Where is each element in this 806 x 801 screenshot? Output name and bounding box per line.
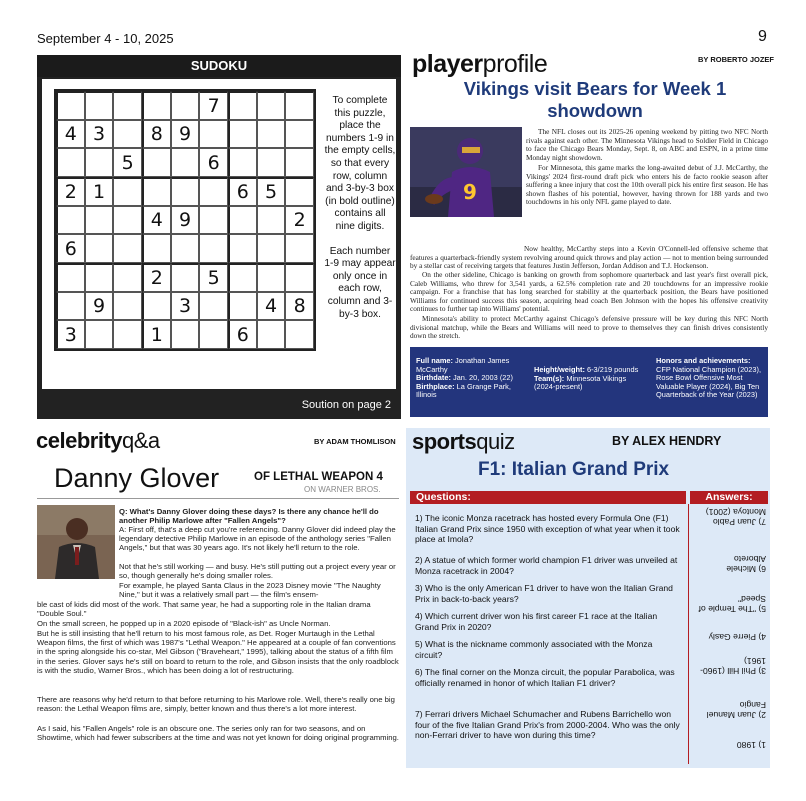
sudoku-cell [56,206,85,235]
label-bold: celebrity [36,428,122,453]
quiz-question-1: 1) The iconic Monza racetrack has hosted every Formula One (F1) Italian Grand Prix since 1950 with exception of what year when it took place at Imola? [415,513,680,544]
quiz-answer-1: 1) 1980 [736,740,766,750]
honors-value: CFP National Champion (2023), Rose Bowl Offensive Most Valuable Player (2024), Big Ten Quarterback of the Year (2023) [656,364,762,399]
celebrity-name: Danny Glover [54,463,220,493]
sudoku-cell [113,292,142,321]
celebrity-photo-illustration [37,505,115,579]
sudoku-cell [257,234,286,263]
sudoku-cell [142,177,171,206]
sudoku-cell [171,177,200,206]
sudoku-cell [228,263,257,292]
sudoku-cell [85,320,114,349]
full-name-label: Full name: [416,356,453,365]
sudoku-cell: 4 [257,292,286,321]
sudoku-cell [228,120,257,149]
pp-para-5: Minnesota's ability to protect McCarthy against Chicago's defensive pressure will be key during this NFC North divisional matchup, while the Bears and Williams will need to prove to themselves they can finish drives consistently down the stretch. [410,314,768,341]
sudoku-cell [113,120,142,149]
sudoku-cell: 6 [56,234,85,263]
birthplace-value: La Grange Park, Illinois [416,381,511,399]
birthdate-value: Jan. 20, 2003 (22) [452,373,513,382]
sudoku-cell [171,91,200,120]
player-profile-headline: Vikings visit Bears for Week 1 showdown [463,78,727,121]
sudoku-cell [285,120,314,149]
sudoku-cell [199,234,228,263]
sudoku-cell: 6 [228,177,257,206]
label-light: q&a [122,428,160,453]
full-name-value: Jonathan James McCarthy [416,356,510,374]
sudoku-cell [113,206,142,235]
sudoku-cell [285,148,314,177]
quiz-question-6: 6) The final corner on the Monza circuit, the popular Parabolica, was officially renamed in honor of which Italian F1 driver? [415,667,675,688]
celebrity-byline: BY ADAM THOMLISON [314,437,396,446]
sudoku-cell: 2 [56,177,85,206]
stats-col-3 [656,357,764,400]
sudoku-cell: 8 [285,292,314,321]
sudoku-cell [171,320,200,349]
sudoku-cell: 5 [113,148,142,177]
label-light: profile [482,50,548,78]
sudoku-cell [257,148,286,177]
player-profile-byline: BY ROBERTO JOZEF [698,55,774,64]
sudoku-cell [257,120,286,149]
sudoku-cell [171,148,200,177]
celebrity-para-7: As I said, his "Fallen Angels" role is an obscure one. The series only ran for two seasons, and on Showtime, which had fewer subscribers at the time and was not yet known for doing original programming. [37,724,399,743]
sudoku-cell [228,234,257,263]
celebrity-para-1: A: First off, that's a deep cut you're referencing. Danny Glover did indeed play the legendary detective Philip Marlowe in an episode of the anthology series "Fallen Angels," but that was 30 years ago. It's not likely he'll return to the role. [119,525,396,553]
sudoku-cell [85,91,114,120]
celebrity-photo [37,505,115,579]
sudoku-cell: 8 [142,120,171,149]
sudoku-cell [257,91,286,120]
quiz-question-3: 3) Who is the only American F1 driver to have won the Italian Grand Prix in back-to-back years? [415,583,673,604]
sudoku-cell: 9 [171,120,200,149]
sudoku-cell [199,120,228,149]
sudoku-cell: 7 [199,91,228,120]
sudoku-cell: 9 [85,292,114,321]
sudoku-cell: 2 [142,263,171,292]
sudoku-cell: 6 [199,148,228,177]
sudoku-cell [199,292,228,321]
pp-para-2: For Minnesota, this game marks the long-awaited debut of J.J. McCarthy, the Vikings' 2024 first-round draft pick who enters his de facto rookie season after suffering a knee injury that cost the 10th overall pick his entire first season. He has shown flashes of his potential, however, having thrown for 188 yards and two touchdowns in his only NFL game played to date. [526,163,768,207]
sudoku-cell [285,263,314,292]
sudoku-cell [113,234,142,263]
sudoku-grid [54,89,316,351]
sudoku-cell: 5 [199,263,228,292]
sudoku-cell [113,177,142,206]
sudoku-cell [228,206,257,235]
sudoku-cell [113,320,142,349]
player-jersey-number: 9 [463,180,477,204]
celebrity-para-3a: For example, he played Santa Claus in the 2023 Disney movie "The Naughty Nine," but it was a relatively small part — the film's ensem- [119,581,381,600]
celebrity-para-3b: ble cast of kids did most of the work. That same year, he had a supporting role in the Italian drama "Double Soul." [37,600,371,619]
sudoku-cell: 4 [56,120,85,149]
sudoku-cell: 5 [257,177,286,206]
quiz-answer-4: 4) Pierre Gasly [708,632,766,642]
sudoku-cell [285,234,314,263]
stats-col-2 [534,366,646,392]
sudoku-cell [285,320,314,349]
sudoku-cell: 1 [85,177,114,206]
sudoku-cell [56,292,85,321]
sudoku-cell [85,206,114,235]
sudoku-cell [113,263,142,292]
quiz-question-4: 4) Which current driver won his first career F1 race at the Italian Grand Prix in 2020? [415,611,658,632]
quiz-answer-3: 3) Phil Hill (1960-1961) [700,656,766,676]
sudoku-panel [37,55,401,419]
honors-label: Honors and achievements: [656,356,751,365]
sudoku-cell: 4 [142,206,171,235]
sudoku-solution-note: Soution on page 2 [301,399,391,411]
sudoku-cell [56,91,85,120]
birthdate-label: Birthdate: [416,373,451,382]
stats-col-1 [416,357,528,400]
sudoku-cell [56,148,85,177]
sudoku-cell [199,320,228,349]
celebrity-subtitle-2: ON WARNER BROS. [304,485,381,494]
sudoku-cell [285,91,314,120]
hw-value: 6-3/219 pounds [586,365,639,374]
pp-para-4: On the other sideline, Chicago is banking on growth from sophomore quarterback and last year's first overall pick, Caleb Williams, who threw for 3,541 yards, a 62.5% completion rate and 20 touchdowns for an impressive rookie campaign. For a franchise that has long searched for stability at the quarterback position, the Bears have positioned Williams for continued success this season, acquiring head coach Ben Johnson with the hopes his offensive creativity continues to further tap into Williams' potential. [410,270,768,314]
celebrity-subtitle-1: OF LETHAL WEAPON 4 [254,471,383,483]
sudoku-cell [85,148,114,177]
player-photo [410,127,522,217]
label-light: quiz [476,429,515,454]
quiz-question-2: 2) A statue of which former world champion F1 driver was unveiled at Monza racetrack in 2004? [415,555,678,576]
issue-date: September 4 - 10, 2025 [37,31,174,46]
sudoku-cell [85,234,114,263]
label-bold: player [412,50,483,78]
sudoku-cell [257,263,286,292]
quiz-answer-6: 6) Michele Alboreto [726,554,766,574]
sudoku-cell [171,263,200,292]
celebrity-question: Q: What's Danny Glover doing these days? Is there any chance he'll do another Philip Marlowe after "Fallen Angels"? [119,507,379,526]
birthplace-label: Birthplace: [416,381,455,391]
page-number: 9 [758,28,767,45]
sudoku-cell [142,91,171,120]
sudoku-cell: 3 [171,292,200,321]
sudoku-cell [257,206,286,235]
sudoku-cell [199,206,228,235]
teams-label: Team(s): [534,373,565,383]
quiz-question-5: 5) What is the nickname commonly associated with the Monza circuit? [415,639,653,660]
celebrity-para-6: There are reasons why he'd return to that before returning to his Marlowe role. Well, there's really one big reason: the Lethal Weapon films are, simply, better known and thus there's a lot more interest. [37,695,395,714]
sudoku-cell: 3 [56,320,85,349]
hw-label: Height/weight: [534,365,585,374]
sudoku-cell: 9 [171,206,200,235]
celebrity-para-5: But he is still insisting that he'll return to his most famous role, as Det. Roger Murtaugh in the Lethal Weapon films, the first of which was 1987's "Lethal Weapon." He appeared at a couple of fan conventions in the spring alongside his co-star, Mel Gibson ("Braveheart," 1995), talking about the status of a fifth film in the series. Glover says he's still on board to return to the role, and Gibson insists that the only roadblock is with the studio, Warner Bros., which has been doing a lot of restructuring. [37,629,399,675]
sudoku-cell [285,177,314,206]
sudoku-cell [56,263,85,292]
sports-quiz-label [412,429,515,455]
player-profile-label [412,50,547,79]
sudoku-title: SUDOKU [37,55,401,77]
quiz-column-divider [688,504,689,764]
player-photo-illustration [410,127,522,217]
sudoku-cell: 3 [85,120,114,149]
sudoku-cell [228,148,257,177]
sudoku-cell [228,292,257,321]
celebrity-para-2: Not that he's still working — and busy. He's still putting out a project every year or so, though generally he's doing smaller roles. [119,562,396,581]
sudoku-cell [257,320,286,349]
sudoku-instructions-1: To complete this puzzle, place the numbers 1-9 in the empty cells, so that every row, column and 3-by-3 box (in bold outline) contains all nine digits. [324,95,396,232]
sudoku-cell [142,234,171,263]
sudoku-cell [171,234,200,263]
questions-header: Questions: [410,491,686,504]
sudoku-cell: 6 [228,320,257,349]
player-stats-box [410,347,768,417]
sports-quiz-byline: BY ALEX HENDRY [612,434,722,448]
sudoku-cell [142,148,171,177]
answers-header: Answers: [690,491,768,504]
sudoku-cell [85,263,114,292]
pp-para-1: The NFL closes out its 2025-26 opening weekend by pitting two NFC North rivals against each other. The Minnesota Vikings head to Soldier Field in Chicago to face the Chicago Bears Monday, Sept. 8, on ABC and ESPN, in a prime time Monday night showdown. [526,127,768,162]
celebrity-para-4: On the small screen, he popped up in a 2020 episode of "Black-ish" as Uncle Norman. [37,619,331,628]
celebrity-divider [37,498,399,499]
sudoku-cell: 1 [142,320,171,349]
quiz-answer-5: 5) "The Temple of Speed" [698,594,766,614]
sudoku-instructions [324,95,396,321]
sudoku-cell [199,177,228,206]
sudoku-cell [228,91,257,120]
label-bold: sports [412,429,477,454]
teams-value: Minnesota Vikings (2024-present) [534,373,627,391]
quiz-answer-2: 2) Juan Manuel Fangio [706,700,766,720]
sudoku-cell [113,91,142,120]
sports-quiz-title: F1: Italian Grand Prix [478,459,670,480]
sudoku-cell [142,292,171,321]
sudoku-cell: 2 [285,206,314,235]
sudoku-inner [42,79,396,389]
quiz-answer-7: 7) Juan Pablo Montoya (2001) [705,507,766,527]
celebrity-qa-label [36,428,160,454]
quiz-question-7: 7) Ferrari drivers Michael Schumacher and Rubens Barrichello won four of the five Italian Grand Prix's from 2000-2004. Who was the only non-Ferrari driver to have won during this time? [415,709,680,740]
pp-para-3: Now healthy, McCarthy steps into a Kevin O'Connell-led offensive scheme that features a quarterback-friendly system revolving around quick throws and play action — not to mention being surrounded by a stellar cast of receiving targets that features Justin Jefferson, Jordan Addison and T.J. Hockenson. [410,244,768,271]
sudoku-instructions-2: Each number 1-9 may appear only once in each row, column and 3-by-3 box. [324,245,396,320]
